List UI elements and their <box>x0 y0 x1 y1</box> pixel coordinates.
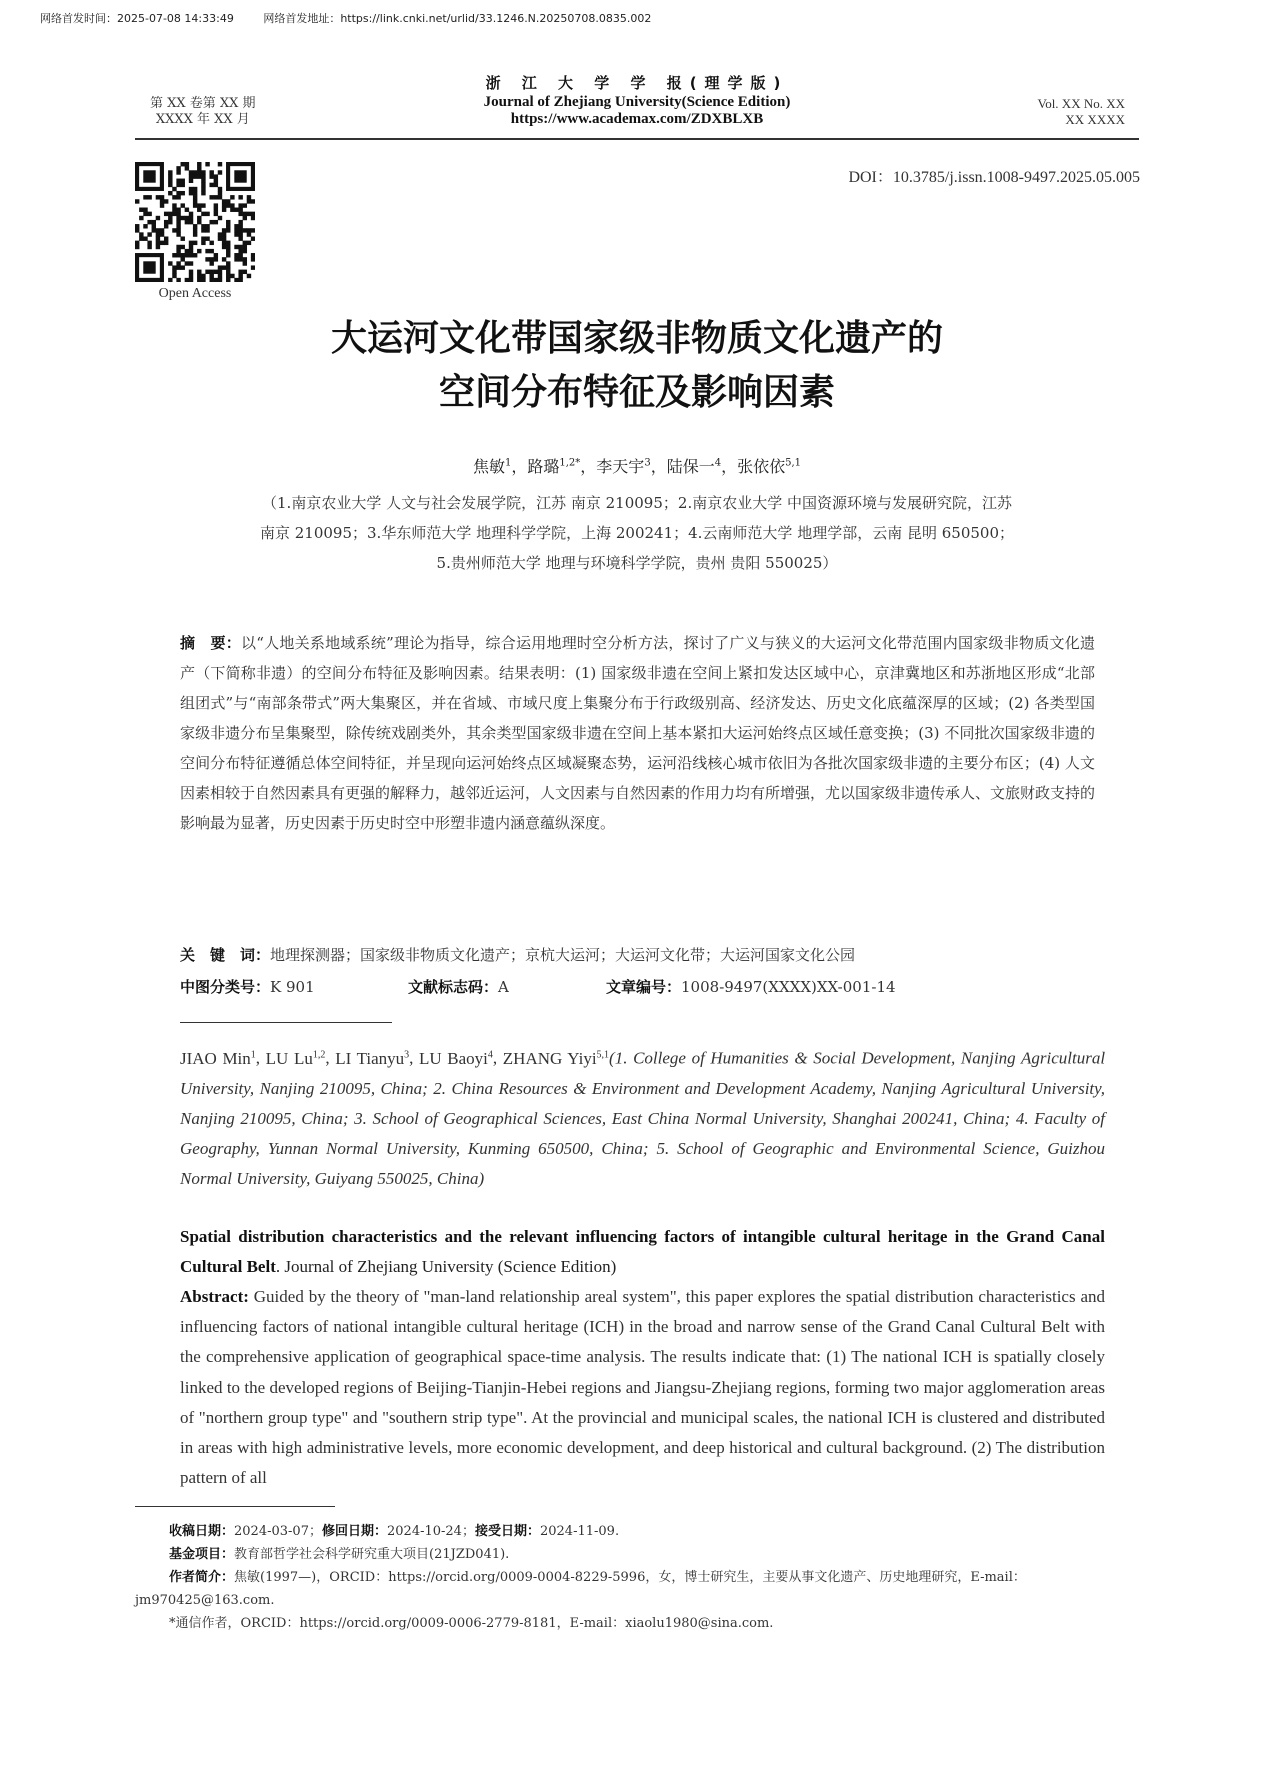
author: 陆保一$^4$ <box>666 457 722 476</box>
affiliations-cn <box>170 488 1104 578</box>
journal-name-cn: 浙 江 大 学 学 报(理学版) <box>485 74 789 92</box>
paper-title-en: Spatial distribution characteristics and the relevant influencing factors of intangible cultural heritage in the Grand Canal Cultural Belt <box>180 1227 1105 1276</box>
author-en: LU Baoyi$^4$ <box>419 1048 493 1068</box>
abstract-en <box>180 1282 1105 1493</box>
document-code: 文献标志码：A <box>408 978 509 996</box>
section-rule <box>180 1022 392 1023</box>
affiliation-line: （1.南京农业大学 人文与社会发展学院，江苏 南京 210095；2.南京农业大学 中国资源环境与发展研究院，江苏 <box>262 494 1012 512</box>
keywords-label: 关 键 词： <box>180 946 271 964</box>
date-line: XXXX 年 XX 月 <box>155 112 250 127</box>
footnote-dates: 收稿日期：2024-03-07；修回日期：2024-10-24；接受日期：2024-11-09. <box>169 1524 620 1539</box>
author-list-en: JIAO Min$^1$, LU Lu$^{1,2}$, LI Tianyu$^3$, LU Baoyi$^4$, ZHANG Yiyi$^{5,1}$(1. College of Humanities & Social Development, Nanjing Agricultural University, Nanjing 210095, China; 2. China Resources & Environment and Development Academy, Nanjing Agricultural University, Nanjing 210095, China; 3. School of Geographical Sciences, East China Normal University, Shanghai 200241, China; 4. Faculty of Geography, Yunnan Normal University, Kunming 650500, China; 5. School of Geographic and Environmental Science, Guizhou Normal University, Guiyang 550025, China) <box>180 1048 1106 1188</box>
qr-code-icon <box>135 162 255 282</box>
author-en: ZHANG Yiyi$^{5,1}$ <box>502 1048 610 1068</box>
journal-citation: . Journal of Zhejiang University (Science Edition) <box>275 1257 617 1276</box>
keywords-text: 地理探测器；国家级非物质文化遗产；京杭大运河；大运河文化带；大运河国家文化公园 <box>270 946 856 964</box>
volume-issue-en <box>1005 96 1125 128</box>
date-line-en: XX XXXX <box>1065 112 1125 127</box>
title-line-1: 大运河文化带国家级非物质文化遗产的 <box>330 318 943 359</box>
footnote-author: 作者简介：焦敏(1997—)，ORCID：https://orcid.org/0009-0004-8229-5996，女，博士研究生，主要从事文化遗产、历史地理研究，E-mail： <box>169 1570 1026 1585</box>
footnotes <box>135 1520 1140 1635</box>
journal-header <box>400 72 874 128</box>
abstract-cn-text: 以“人地关系地域系统”理论为指导，综合运用地理时空分析方法，探讨了广义与狭义的大运河文化带范围内国家级非物质文化遗产（下简称非遗）的空间分布特征及影响因素。结果表明：(1) 国家级非遗在空间上紧扣发达区域中心，京津冀地区和苏浙地区形成“北部组团式”与“南部条带式”两大集聚区，并在省域、市域尺度上集聚分布于行政级别高、经济发达、历史文化底蕴深厚的区域；(2) 各类型国家级非遗分布呈集聚型，除传统戏剧类外，其余类型国家级非遗在空间上基本紧扣大运河始终点区域任意变换；(3) 不同批次国家级非遗的空间分布特征遵循总体空间特征，并呈现向运河始终点区域凝聚态势，运河沿线核心城市依旧为各批次国家级非遗的主要分布区；(4) 人文因素相较于自然因素具有更强的解释力，越邻近运河，人文因素与自然因素的作用力均有所增强，尤以国家级非遗传承人、文旅财政支持的影响最为显著，历史因素于历史时空中形塑非遗内涵意蕴纵深度。 <box>180 634 1096 832</box>
journal-name-en: Journal of Zhejiang University(Science Edition) <box>483 94 791 110</box>
author-en: LU Lu$^{1,2}$ <box>265 1048 326 1068</box>
affiliation-line: 5.贵州师范大学 地理与环境科学学院，贵州 贵阳 550025） <box>436 554 838 572</box>
author: 李天宇$^3$ <box>596 457 651 476</box>
volume-line-en: Vol. XX No. XX <box>1037 96 1125 111</box>
footnote-corresponding: *通信作者，ORCID：https://orcid.org/0009-0006-2779-8181，E-mail：xiaolu1980@sina.com. <box>169 1616 774 1631</box>
publish-time: 网络首发时间：2025-07-08 14:33:49 <box>40 12 234 25</box>
clc-number: 中图分类号：K 901 <box>180 978 315 996</box>
journal-url[interactable]: https://www.academax.com/ZDXBLXB <box>510 111 764 127</box>
doi[interactable]: DOI：10.3785/j.issn.1008-9497.2025.05.005 <box>848 169 1140 186</box>
publish-url[interactable]: 网络首发地址：https://link.cnki.net/urlid/33.1246.N.20250708.0835.002 <box>263 12 652 25</box>
volume-issue <box>150 96 256 128</box>
online-publish-info <box>40 10 677 26</box>
header-rule <box>135 138 1139 140</box>
open-access-label: Open Access <box>158 286 232 301</box>
author: 路璐$^{1,2*}$ <box>527 457 581 476</box>
abstract-en-text: Guided by the theory of "man-land relationship areal system", this paper explores the spatial distribution characteristics and influencing factors of national intangible cultural heritage (ICH) in the broad and narrow sense of the Grand Canal Cultural Belt with the comprehensive application of geographical space-time analysis. The results indicate that: (1) The national ICH is spatially closely linked to the developed regions of Beijing-Tianjin-Hebei regions and Jiangsu-Zhejiang regions, forming two major agglomeration areas of "northern group type" and "southern strip type". At the provincial and municipal scales, the national ICH is clustered and distributed in areas with high administrative levels, more economic development, and deep historical and cultural background. (2) The distribution pattern of all <box>180 1287 1105 1488</box>
footnote-rule <box>135 1506 335 1507</box>
author-en: JIAO Min$^1$ <box>180 1048 256 1068</box>
author-list-cn: 焦敏$^1$，路璐$^{1,2*}$，李天宇$^3$，陆保一$^4$，张依依$^{5,1}$ <box>472 457 802 476</box>
paper-title <box>150 312 1124 420</box>
article-number: 文章编号：1008-9497(XXXX)XX-001-14 <box>606 978 896 996</box>
author-en: LI Tianyu$^3$ <box>335 1048 410 1068</box>
volume-line: 第 XX 卷第 XX 期 <box>150 96 256 111</box>
affiliations-en: (1. College of Humanities & Social Development, Nanjing Agricultural University, Nanjing 210095, China; 2. China Resources & Environment and Development Academy, Nanjing Agricultural University, Nanjing 210095, China; 3. School of Geographical Sciences, East China Normal University, Shanghai 200241, China; 4. Faculty of Geography, Yunnan Normal University, Kunming 650500, China; 5. School of Geographic and Environmental Science, Guizhou Normal University, Guiyang 550025, China) <box>180 1048 1106 1188</box>
author: 焦敏$^1$ <box>472 457 512 476</box>
abstract-cn <box>180 628 1095 838</box>
author: 张依依$^{5,1}$ <box>737 457 802 476</box>
footnote-funding: 基金项目：教育部哲学社会科学研究重大项目(21JZD041). <box>169 1547 510 1562</box>
abstract-cn-label: 摘 要： <box>180 634 241 652</box>
title-line-2: 空间分布特征及影响因素 <box>438 372 835 413</box>
abstract-en-label: Abstract: <box>180 1287 249 1306</box>
footnote-author-email[interactable]: jm970425@163.com. <box>135 1593 275 1608</box>
keywords <box>180 944 1095 965</box>
affiliation-line: 南京 210095；3.华东师范大学 地理科学学院，上海 200241；4.云南师范大学 地理学部，云南 昆明 650500； <box>259 524 1015 542</box>
title-en-block <box>180 1222 1105 1282</box>
